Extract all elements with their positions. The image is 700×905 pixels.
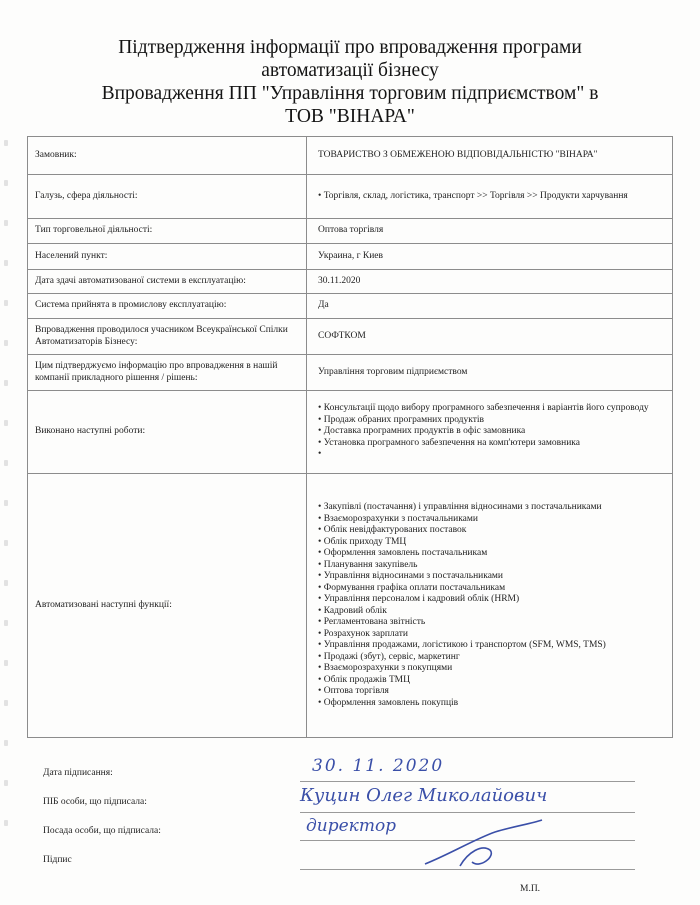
- sign-signature-label: Підпис: [43, 855, 72, 865]
- row-value: 30.11.2020: [307, 270, 673, 294]
- sign-position-label: Посада особи, що підписала:: [43, 826, 161, 836]
- sign-name-label: ПІБ особи, що підписала:: [43, 797, 147, 807]
- sign-date-label: Дата підписання:: [43, 768, 113, 778]
- row-functions: [28, 474, 673, 738]
- list-item: • Оформлення замовлень покупців: [318, 698, 664, 710]
- row-customer: [28, 137, 673, 175]
- title-line-4: ТОВ "ВІНАРА": [285, 106, 415, 127]
- document-title: [20, 36, 680, 128]
- row-label: Цим підтверджуємо інформацію про впровадження в нашій компанії прикладного рішення / рішень:: [28, 355, 307, 391]
- functions-list: [318, 502, 664, 709]
- row-value: [307, 474, 673, 738]
- row-label: Система прийнята в промислову експлуатацію:: [28, 294, 307, 319]
- row-accepted: [28, 294, 673, 319]
- signature-scribble-icon: [420, 814, 550, 874]
- list-item: • Облік невідфактурованих поставок: [318, 525, 664, 537]
- info-table: [27, 136, 673, 738]
- row-trade-type: [28, 219, 673, 244]
- row-label: Замовник:: [28, 137, 307, 175]
- row-label: Дата здачі автоматизованої системи в експлуатацію:: [28, 270, 307, 294]
- row-label: Галузь, сфера діяльності:: [28, 175, 307, 219]
- list-item: • Управління відносинами з постачальниками: [318, 571, 664, 583]
- row-value: [307, 391, 673, 474]
- list-item: • Формування графіка оплати постачальникам: [318, 583, 664, 595]
- row-city: [28, 244, 673, 270]
- list-item: • Планування закупівель: [318, 560, 664, 572]
- row-value: Украина, г Киев: [307, 244, 673, 270]
- row-label: Автоматизовані наступні функції:: [28, 474, 307, 738]
- row-label: Населений пункт:: [28, 244, 307, 270]
- row-implementer: [28, 319, 673, 355]
- row-value: Управління торговим підприємством: [307, 355, 673, 391]
- sign-date-handwritten: 30. 11. 2020: [312, 756, 445, 776]
- row-label: Тип торговельної діяльності:: [28, 219, 307, 244]
- row-value: Оптова торгівля: [307, 219, 673, 244]
- list-item: • Взаєморозрахунки з постачальниками: [318, 514, 664, 526]
- binding-holes: [0, 140, 14, 840]
- list-item: • Облік продажів ТМЦ: [318, 675, 664, 687]
- list-item: • Оформлення замовлень постачальникам: [318, 548, 664, 560]
- list-item: • Продаж обраних програмних продуктів: [318, 415, 664, 427]
- list-item: • Взаєморозрахунки з покупцями: [318, 663, 664, 675]
- list-item: • Управління персоналом і кадровий облік (HRM): [318, 594, 664, 606]
- sign-name-line: [300, 812, 635, 813]
- row-value: СОФТКОМ: [307, 319, 673, 355]
- title-line-3: Впровадження ПП "Управління торговим підприємством" в: [101, 83, 599, 104]
- list-item: • Продажі (збут), сервіс, маркетинг: [318, 652, 664, 664]
- list-item: • Облік приходу ТМЦ: [318, 537, 664, 549]
- list-item: • Розрахунок зарплати: [318, 629, 664, 641]
- row-works: [28, 391, 673, 474]
- list-item: • Кадровий облік: [318, 606, 664, 618]
- row-label: Виконано наступні роботи:: [28, 391, 307, 474]
- row-value: [307, 175, 673, 219]
- row-label: Впровадження проводилося учасником Всеукраїнської Спілки Автоматизаторів Бізнесу:: [28, 319, 307, 355]
- works-list: [318, 403, 664, 461]
- title-line-2: автоматизації бізнесу: [261, 60, 439, 81]
- list-item: • Консультації щодо вибору програмного забезпечення і варіантів його супроводу: [318, 403, 664, 415]
- sign-position-handwritten: директор: [306, 816, 397, 836]
- list-item: [318, 449, 664, 461]
- list-item: • Оптова торгівля: [318, 686, 664, 698]
- title-line-1: Підтвердження інформації про впровадження програми: [118, 37, 582, 58]
- row-value: ТОВАРИСТВО З ОБМЕЖЕНОЮ ВІДПОВІДАЛЬНІСТЮ "ВІНАРА": [307, 137, 673, 175]
- list-item: • Регламентована звітність: [318, 617, 664, 629]
- sign-name-handwritten: Куцин Олег Миколайович: [300, 785, 548, 806]
- row-solution: [28, 355, 673, 391]
- list-item: • Торгівля, склад, логістика, транспорт >> Торгівля >> Продукти харчування: [318, 191, 664, 203]
- sign-date-line: [300, 781, 635, 782]
- list-item: • Доставка програмних продуктів в офіс замовника: [318, 426, 664, 438]
- stamp-label: М.П.: [520, 884, 541, 894]
- bullet-list: [318, 191, 664, 203]
- list-item: • Управління продажами, логістикою і транспортом (SFM, WMS, TMS): [318, 640, 664, 652]
- row-industry: [28, 175, 673, 219]
- list-item: • Установка програмного забезпечення на комп'ютери замовника: [318, 438, 664, 450]
- row-value: Да: [307, 294, 673, 319]
- row-delivery-date: [28, 270, 673, 294]
- list-item: • Закупівлі (постачання) і управління відносинами з постачальниками: [318, 502, 664, 514]
